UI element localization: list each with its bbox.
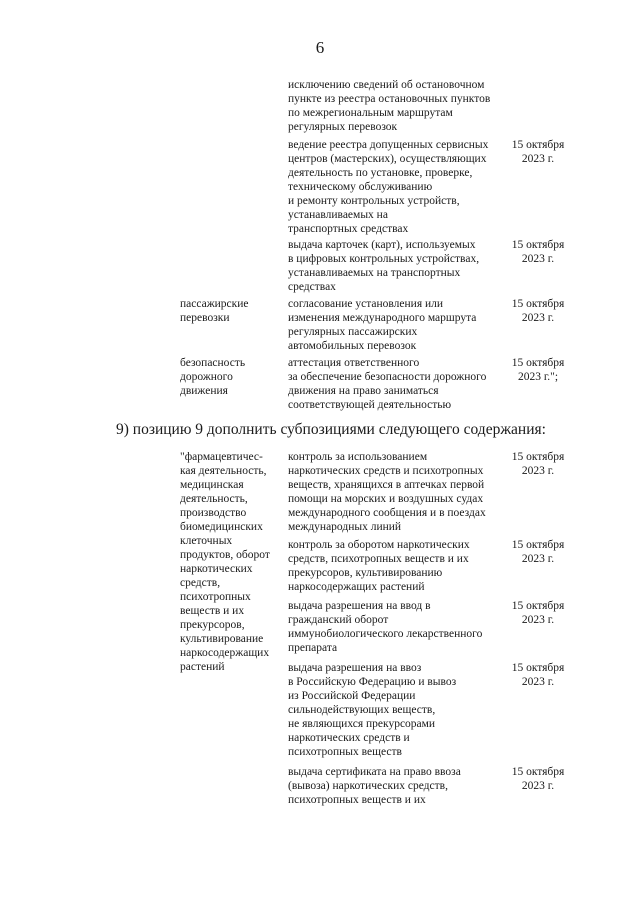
page-number: 6 xyxy=(315,38,325,57)
subrow-1-date-text: 15 октября 2023 г. xyxy=(511,451,565,477)
row-5-date-text: 15 октября 2023 г."; xyxy=(511,357,565,383)
row-3-date-text: 15 октября 2023 г. xyxy=(511,239,565,265)
subrow-4-service-text: выдача разрешения на ввоз в Российскую Федерацию и вывоз из Российской Федерации сильнодействующих веществ, не являющихся прекурсорами наркотических средств и психотропных веществ xyxy=(288,662,457,758)
subrow-1-service-text: контроль за использованием наркотических средств и психотропных веществ, хранящихся в аптечках первой помощи на морских и воздушных судах международного сообщения и в поездах международных линий xyxy=(288,451,486,533)
row-2-date-text: 15 октября 2023 г. xyxy=(511,139,565,165)
subposition-category-text: "фармацевтичес- кая деятельность, медицинская деятельность, производство биомедицинских клеточных продуктов, оборот наркотических средств, психотропных веществ и их прекурсоров, культивирование наркосодержащих растений xyxy=(180,451,270,673)
subrow-3-service-text: выдача разрешения на ввод в гражданский оборот иммунобиологического лекарственного препарата xyxy=(288,600,483,654)
subrow-5-service-text: выдача сертификата на право ввоза (вывоза) наркотических средств, психотропных веществ и их xyxy=(288,766,461,806)
subrow-3-date-text: 15 октября 2023 г. xyxy=(511,600,565,626)
row-3-service-text: выдача карточек (карт), используемых в цифровых контрольных устройствах, устанавливаемых на транспортных средствах xyxy=(288,239,480,293)
row-4-date-text: 15 октября 2023 г. xyxy=(511,298,565,324)
row-4-service-text: согласование установления или изменения международного маршрута регулярных пассажирских автомобильных перевозок xyxy=(288,298,477,352)
row-5-category-text: безопасность дорожного движения xyxy=(180,357,246,397)
amendment-heading: 9) позицию 9 дополнить субпозициями следующего содержания: xyxy=(116,421,546,438)
subrow-2-service-text: контроль за оборотом наркотических средств, психотропных веществ и их прекурсоров, культивированию наркосодержащих растений xyxy=(288,539,470,593)
subrow-2-date-text: 15 октября 2023 г. xyxy=(511,539,565,565)
row-4-category-text: пассажирские перевозки xyxy=(180,298,249,324)
row-2-service-text: ведение реестра допущенных сервисных центров (мастерских), осуществляющих деятельность по установке, проверке, техническому обслуживанию и ремонту контрольных устройств, устанавливаемых на транспортных средствах xyxy=(288,139,489,235)
row-1-service-text: исключению сведений об остановочном пункте из реестра остановочных пунктов по межрегиональным маршрутам регулярных перевозок xyxy=(288,79,491,133)
subrow-5-date-text: 15 октября 2023 г. xyxy=(511,766,565,792)
row-5-service-text: аттестация ответственного за обеспечение безопасности дорожного движения на право заниматься соответствующей деятельностью xyxy=(288,357,487,411)
subrow-4-date-text: 15 октября 2023 г. xyxy=(511,662,565,688)
